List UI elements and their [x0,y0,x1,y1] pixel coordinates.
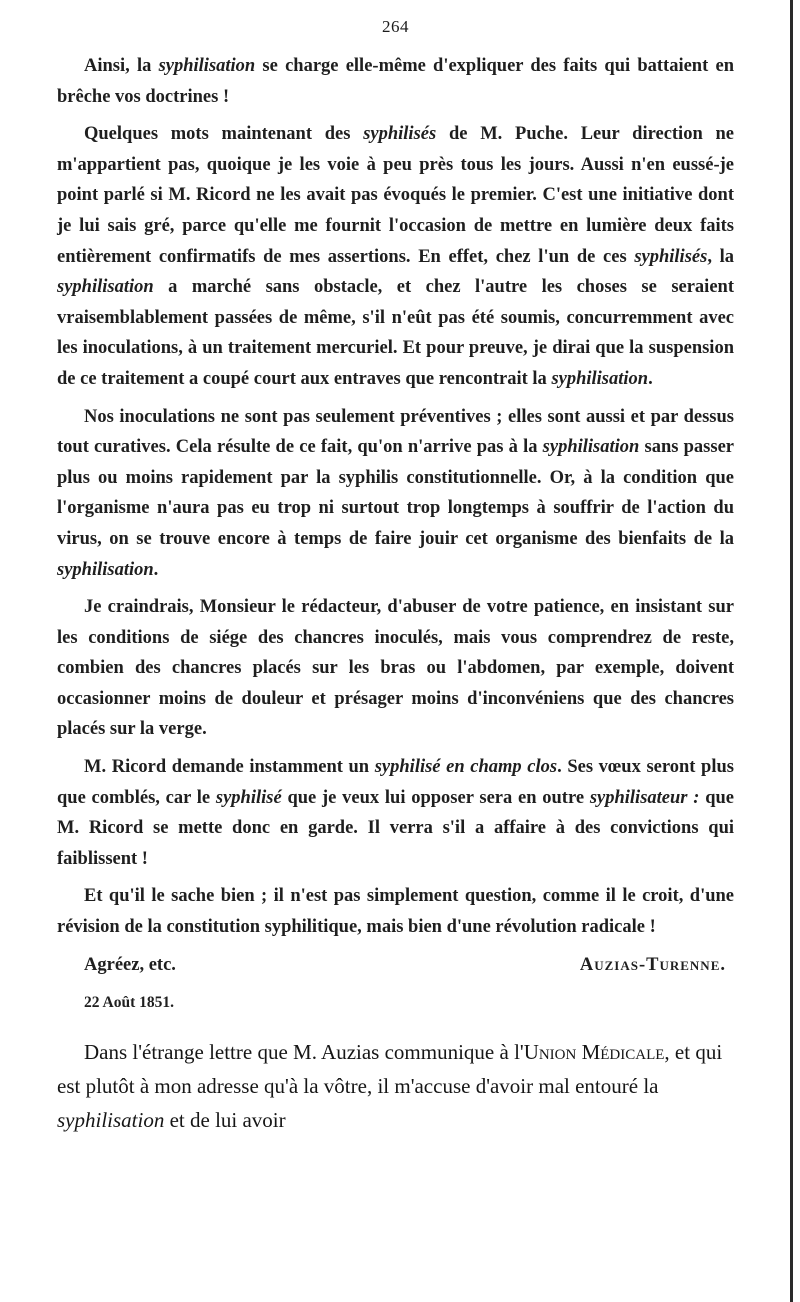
paragraph-1 [57,51,734,112]
italic-term: syphilisation [542,437,640,458]
text-run: . [648,368,653,389]
closing-line [57,950,734,981]
italic-term: syphilisés [363,124,437,145]
text-run: de M. Puche. Leur direction ne m'appartient pas, quoique je les voie à peu près tous les jours. Aussi n'en eussé-je point parlé si M. Ricord ne les avait pas évoqués le premier. C'est une initiative dont je lui sais gré, parce qu'elle me fournit l'occasion de mettre en lumière deux faits entièrement confirmatifs de mes assertions. En effet, chez l'un de ces [57,124,734,267]
dateline: 22 Août 1851. [84,994,174,1012]
text-run: se charge elle-même d'expliquer des faits qui battaient en brêche vos doctrines ! [57,56,734,107]
italic-term: syphilisation [57,277,154,298]
text-run: Nos inoculations ne sont pas seulement préventives ; elles sont aussi et par dessus tout curatives. Cela résulte de ce fait, qu'on n'arrive pas à la [57,406,734,458]
text-run: , la [707,246,735,267]
italic-term: syphilisation [57,1107,165,1132]
italic-term: syphilisé en champ clos [374,757,558,778]
text-run: . Ses vœux seront plus que comblés, car le [57,757,734,808]
text-run: a marché sans obstacle, et chez l'autre les choses se seraient vraisemblablement passées de même, s'il n'eût pas été soumis, concurremment avec les inoculations, à un traitement mercuriel. Et pour preuve, je dirai que la suspension de ce traitement a coupé court aux entraves que rencontrait la [57,277,734,389]
italic-term: syphilisation [551,368,649,389]
paragraph-6 [57,881,734,942]
italic-term: syphilisation [158,56,256,76]
italic-term: syphilisateur : [589,787,700,808]
text-run: sans passer plus ou moins rapidement par la syphilis constitutionnelle. Or, à la condition que l'organisme n'aura pas eu trop ni surtout trop longtemps à souffrir de l'action du virus, on se trouve encore à temps de faire jouir cet organisme des bienfaits de la [57,437,734,549]
journal-name: Union Médicale [523,1039,665,1064]
text-run: Je craindrais, Monsieur le rédacteur, d'abuser de votre patience, en insistant sur les conditions de siége des chancres inoculés, mais vous comprendrez de reste, combien des chancres placés sur les bras ou l'abdomen, par exemple, doivent occasionner moins de douleur et présager moins d'inconvéniens que des chancres placés sur la verge. [57,597,734,740]
text-run: Et qu'il le sache bien ; il n'est pas simplement question, comme il le croit, d'une révision de la constitution syphilitique, mais bien d'une révolution radicale ! [57,886,734,938]
paragraph-5 [57,752,734,874]
letter-body [57,51,734,1019]
text-run: que M. Ricord se mette donc en garde. Il verra s'il a affaire à des convictions qui faiblissent ! [57,787,734,869]
text-run: et de lui avoir [164,1107,286,1132]
text-run: M. Ricord demande instamment un [84,757,375,778]
paragraph-2 [57,119,734,394]
text-run: Dans l'étrange lettre que M. Auzias communique à l' [84,1039,524,1064]
text-run: , et qui est plutôt à mon adresse qu'à la vôtre, il m'accuse d'avoir mal entouré la [57,1039,723,1098]
closing-formula: Agréez, etc. [84,954,176,975]
italic-term: syphilisation [57,559,154,580]
editor-response [57,1035,734,1137]
page-edge-line [790,0,793,1302]
text-run: . [153,559,159,580]
paragraph-3 [57,402,734,586]
paragraph-4 [57,592,734,745]
text-run: Quelques mots maintenant des [84,124,364,145]
editor-paragraph [57,1035,734,1137]
text-run: Ainsi, la [84,56,159,76]
text-run: que je veux lui opposer sera en outre [281,787,590,808]
signature: Auzias-Turenne. [579,954,726,975]
page-number: 264 [382,17,409,36]
italic-term: syphilisé [215,787,282,808]
italic-term: syphilisés [634,246,708,267]
